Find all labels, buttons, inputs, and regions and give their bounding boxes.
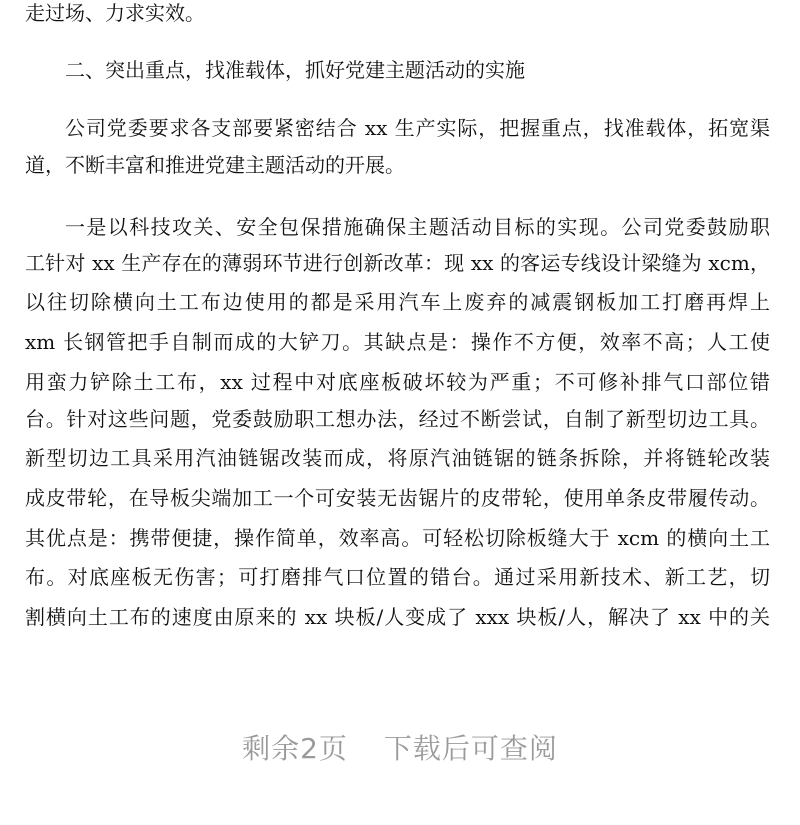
section-heading: 二、突出重点，找准载体，抓好党建主题活动的实施	[65, 58, 525, 82]
paragraph-line: 一是以科技攻关、安全包保措施确保主题活动目标的实现。公司党委鼓励职	[65, 215, 770, 239]
paragraph-line: 走过场、力求实效。	[25, 1, 205, 25]
paragraph-line: 道，不断丰富和推进党建主题活动的开展。	[25, 153, 405, 177]
paragraph-line: 用蛮力铲除土工布，xx 过程中对底座板破坏较为严重；不可修补排气口部位错	[25, 370, 770, 394]
remaining-pages-label: 剩余2页	[242, 732, 348, 765]
paragraph-line: 布。对底座板无伤害；可打磨排气口位置的错台。通过采用新技术、新工艺，切	[25, 565, 770, 589]
paragraph-line: 公司党委要求各支部要紧密结合 xx 生产实际，把握重点，找准载体，拓宽渠	[65, 116, 770, 140]
paragraph-line: 工针对 xx 生产存在的薄弱环节进行创新改革：现 xx 的客运专线设计梁缝为 xcm，	[25, 251, 770, 275]
paragraph-line: 台。针对这些问题，党委鼓励职工想办法，经过不断尝试，自制了新型切边工具。	[25, 407, 770, 431]
paragraph-line: xm 长钢管把手自制而成的大铲刀。其缺点是：操作不方便，效率不高；人工使	[25, 330, 770, 354]
download-hint-label: 下载后可查阅	[383, 732, 558, 765]
paragraph-line: 以往切除横向土工布边使用的都是采用汽车上废弃的减震钢板加工打磨再焊上	[25, 290, 770, 314]
paragraph-line: 其优点是：携带便捷，操作简单，效率高。可轻松切除板缝大于 xcm 的横向土工	[25, 526, 770, 550]
paragraph-line: 新型切边工具采用汽油链锯改装而成，将原汽油链锯的链条拆除，并将链轮改装	[25, 446, 770, 470]
paragraph-line: 成皮带轮，在导板尖端加工一个可安装无齿锯片的皮带轮，使用单条皮带履传动。	[25, 486, 770, 510]
paragraph-line: 割横向土工布的速度由原来的 xx 块板/人变成了 xxx 块板/人，解决了 xx 中的关	[25, 605, 770, 629]
download-prompt[interactable]	[0, 727, 800, 767]
